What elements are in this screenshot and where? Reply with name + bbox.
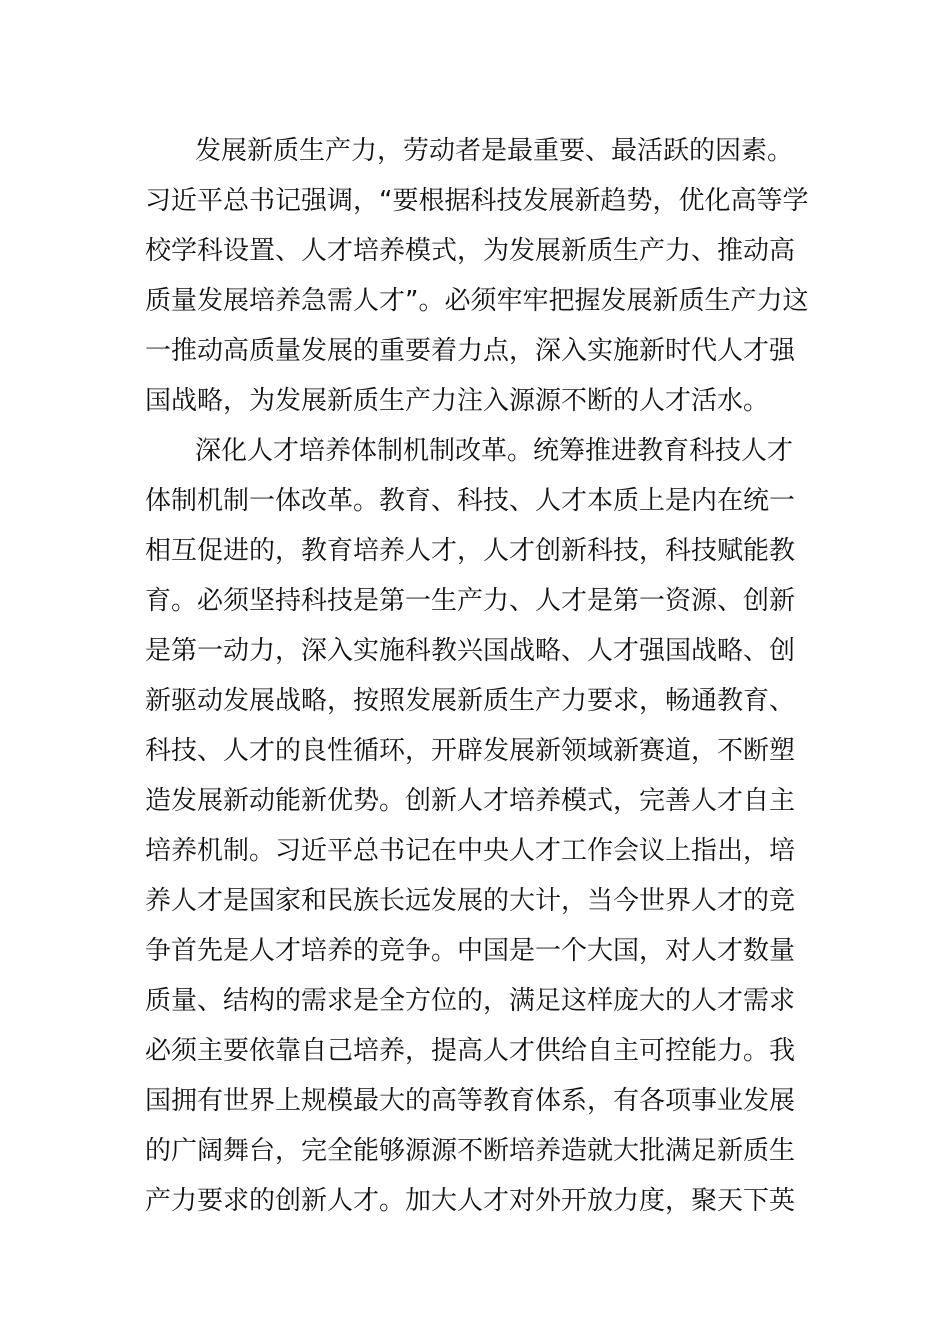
text-line: 产力要求的创新人才。加大人才对外开放力度，聚天下英: [145, 1186, 796, 1216]
text-line: 是第一动力，深入实施科教兴国战略、人才强国战略、创: [145, 636, 796, 666]
text-line: 体制机制一体改革。教育、科技、人才本质上是内在统一: [145, 486, 796, 516]
text-line: 深化人才培养体制机制改革。统筹推进教育科技人才: [195, 436, 794, 466]
text-line: 培养机制。习近平总书记在中央人才工作会议上指出，培: [145, 836, 796, 866]
text-line: 的广阔舞台，完全能够源源不断培养造就大批满足新质生: [145, 1136, 796, 1166]
text-line: 养人才是国家和民族长远发展的大计，当今世界人才的竞: [145, 886, 796, 916]
text-line: 一推动高质量发展的重要着力点，深入实施新时代人才强: [145, 336, 796, 366]
text-line: 育。必须坚持科技是第一生产力、人才是第一资源、创新: [145, 586, 796, 616]
text-line: 质量、结构的需求是全方位的，满足这样庞大的人才需求: [145, 986, 796, 1016]
text-line: 国战略，为发展新质生产力注入源源不断的人才活水。: [145, 386, 770, 416]
text-line: 国拥有世界上规模最大的高等教育体系，有各项事业发展: [145, 1086, 796, 1116]
paragraph-1: [145, 126, 815, 426]
text-line: 质量发展培养急需人才”。必须牢牢把握发展新质生产力这: [145, 286, 809, 316]
text-line: 发展新质生产力，劳动者是最重要、最活跃的因素。: [195, 136, 794, 166]
text-line: 造发展新动能新优势。创新人才培养模式，完善人才自主: [145, 786, 796, 816]
text-line: 习近平总书记强调，“要根据科技发展新趋势，优化高等学: [145, 186, 809, 216]
body-text: [145, 126, 815, 1226]
paragraph-2: [145, 426, 815, 1226]
text-line: 相互促进的，教育培养人才，人才创新科技，科技赋能教: [145, 536, 796, 566]
text-line: 必须主要依靠自己培养，提高人才供给自主可控能力。我: [145, 1036, 796, 1066]
text-line: 校学科设置、人才培养模式，为发展新质生产力、推动高: [145, 236, 796, 266]
text-line: 争首先是人才培养的竞争。中国是一个大国，对人才数量: [145, 936, 796, 966]
text-line: 科技、人才的良性循环，开辟发展新领域新赛道，不断塑: [145, 736, 796, 766]
text-line: 新驱动发展战略，按照发展新质生产力要求，畅通教育、: [145, 686, 796, 716]
